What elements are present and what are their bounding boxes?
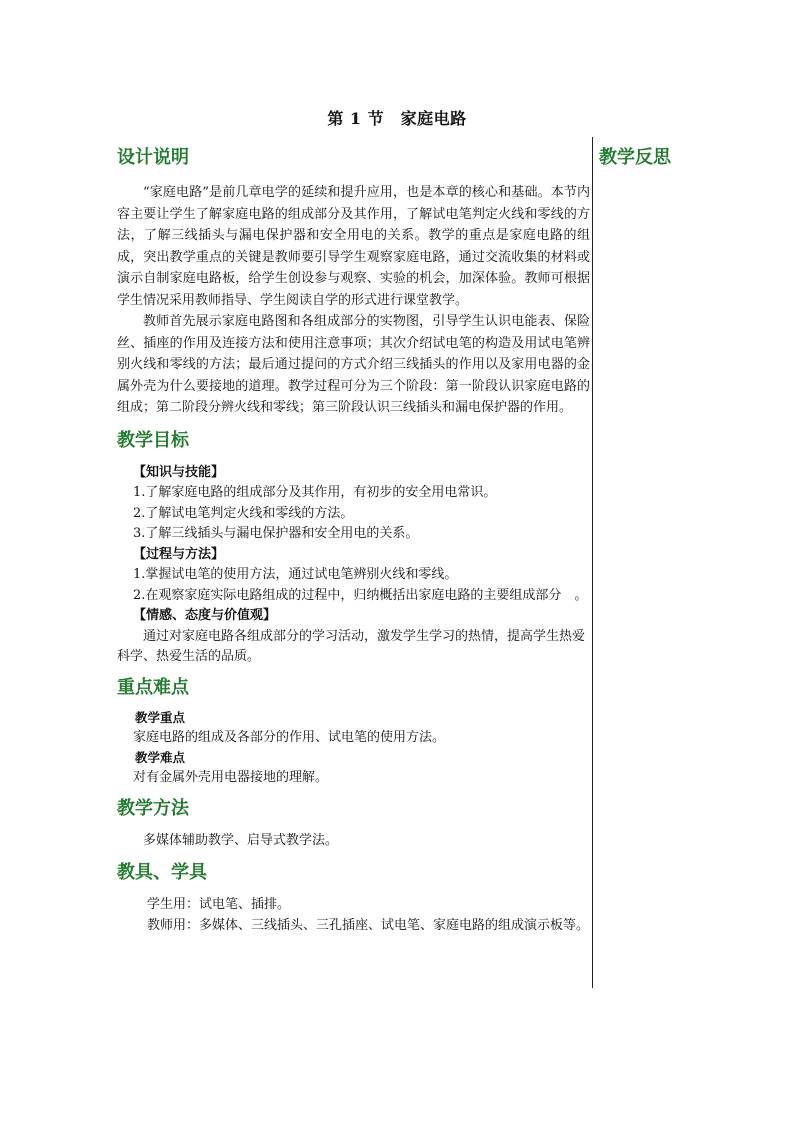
reflection-heading: 教学反思 xyxy=(599,147,671,168)
difficulty-label: 教学难点 xyxy=(135,750,186,765)
process-item-1: 1.掌握试电笔的使用方法，通过试电笔辨别火线和零线。 xyxy=(133,567,458,582)
methods-heading: 教学方法 xyxy=(117,797,189,819)
page-title: 第 1 节 家庭电路 xyxy=(327,109,467,128)
difficulty-text: 对有金属外壳用电器接地的理解。 xyxy=(133,770,329,785)
design-paragraph-1: “家庭电路”是前几章电学的延续和提升应用，也是本章的核心和基础。本节内容主要让学生了解家庭电路的组成部分及其作用，了解试电笔判定火线和零线的方法，了解三线插头与漏电保护器和安全用电的关系。教学的重点是家庭电路的组成，突出教学重点的关键是教师要引导学生观察家庭电路，通过交流收集的材料或演示自制家庭电路板，给学生创设参与观察、实验的机会，加深体验。教师可根据学生情况采用教师指导、学生阅读自学的形式进行课堂教学。 xyxy=(117,185,590,308)
focus-text: 家庭电路的组成及各部分的作用、试电笔的使用方法。 xyxy=(133,729,446,745)
design-section xyxy=(117,146,590,419)
knowledge-item-1: 1.了解家庭电路的组成部分及其作用，有初步的安全用电常识。 xyxy=(133,485,497,500)
keypoints-section xyxy=(117,676,590,789)
tools-section xyxy=(117,861,590,936)
knowledge-item-3: 3.了解三线插头与漏电保护器和安全用电的关系。 xyxy=(133,526,419,541)
focus-label: 教学重点 xyxy=(135,709,186,725)
process-item-2: 2.在观察家庭实际电路组成的过程中，归纳概括出家庭电路的主要组成部分 。 xyxy=(133,587,588,603)
knowledge-item-2: 2.了解试电笔判定火线和零线的方法。 xyxy=(133,505,354,521)
design-paragraph-2: 教师首先展示家庭电路图和各组成部分的实物图，引导学生认识电能表、保险丝、插座的作用及连接方法和使用注意事项；其次介绍试电笔的构造及用试电笔辨别火线和零线的方法；最后通过提问的方式介绍三线插头的作用以及家用电器的金属外壳为什么要接地的道理。教学过程可分为三个阶段：第一阶段认识家庭电路的组成；第二阶段分辨火线和零线；第三阶段认识三线插头和漏电保护器的作用。 xyxy=(117,314,590,415)
emotion-label: 【情感、态度与价值观】 xyxy=(133,608,277,623)
goals-section xyxy=(117,429,590,668)
goals-heading: 教学目标 xyxy=(117,429,189,451)
process-label: 【过程与方法】 xyxy=(133,546,225,562)
knowledge-label: 【知识与技能】 xyxy=(133,464,225,480)
tools-student: 学生用：试电笔、插排。 xyxy=(147,897,291,912)
methods-text: 多媒体辅助教学、启导式教学法。 xyxy=(143,832,339,848)
design-heading: 设计说明 xyxy=(117,147,189,168)
emotion-text: 通过对家庭电路各组成部分的学习活动，激发学生学习的热情，提高学生热爱科学、热爱生活的品质。 xyxy=(117,628,586,664)
main-column xyxy=(117,140,590,942)
column-divider xyxy=(592,137,593,988)
methods-section xyxy=(117,797,590,852)
keypoints-heading: 重点难点 xyxy=(117,676,189,698)
tools-heading: 教具、学具 xyxy=(117,862,207,883)
tools-teacher: 教师用：多媒体、三线插头、三孔插座、试电笔、家庭电路的组成演示板等。 xyxy=(147,917,590,933)
reflection-column xyxy=(599,146,671,170)
